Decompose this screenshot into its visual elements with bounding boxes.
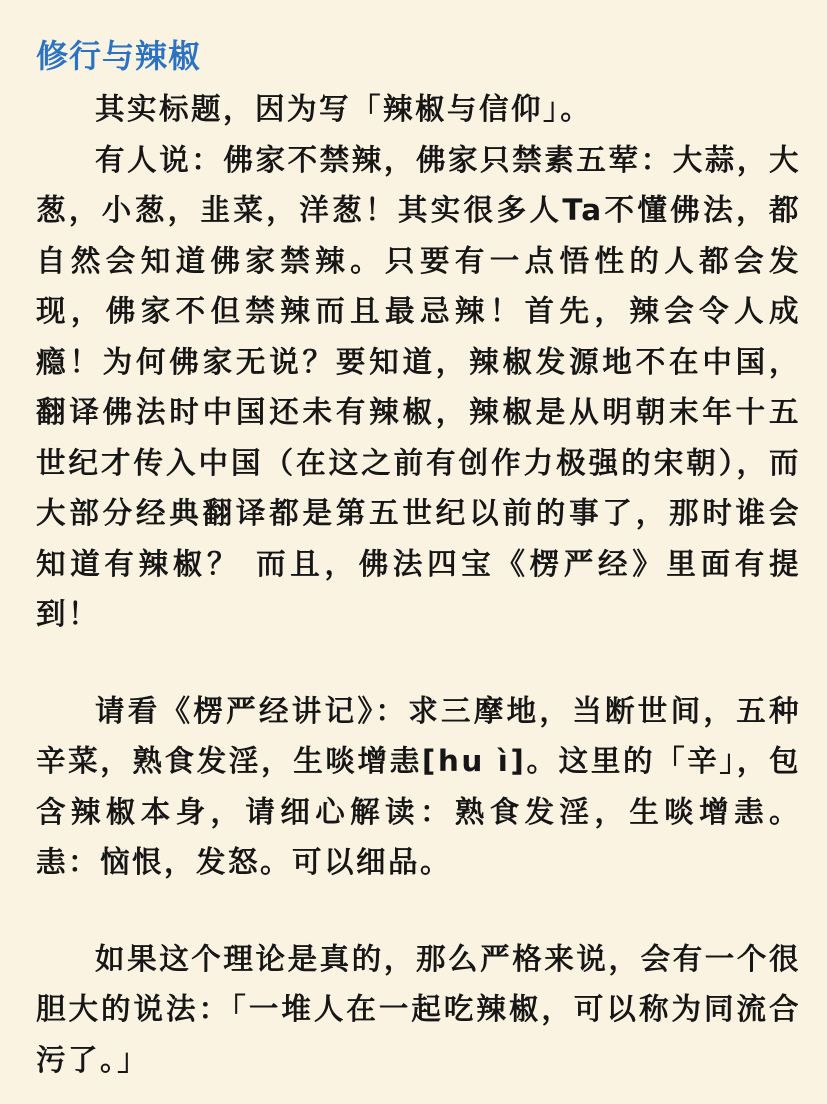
- paragraph-sutra-quote: 请看《楞严经讲记》：求三摩地，当断世间，五种辛菜，熟食发淫，生啖增恚[hu ì]。这里的「辛」，包含辣椒本身，请细心解读：熟食发淫，生啖增恚。恚：恼恨，发怒。可以细品。: [36, 693, 801, 879]
- paragraph-conclusion: 如果这个理论是真的，那么严格来说，会有一个很胆大的说法：「一堆人在一起吃辣椒，可以称为同流合污了。」: [36, 941, 801, 1077]
- article-title: 修行与辣椒: [36, 37, 202, 75]
- paragraph-argument: 有人说：佛家不禁辣，佛家只禁素五荤：大蒜，大葱，小葱，韭菜，洋葱！其实很多人Ta不懂佛法，都自然会知道佛家禁辣。只要有一点悟性的人都会发现，佛家不但禁辣而且最忌辣！首先，辣会令人成瘾！为何佛家无说？要知道，辣椒发源地不在中国，翻译佛法时中国还未有辣椒，辣椒是从明朝末年十五世纪才传入中国（在这之前有创作力极强的宋朝），而大部分经典翻译都是第五世纪以前的事了，那时谁会知道有辣椒？ 而且，佛法四宝《楞严经》里面有提到！: [36, 142, 801, 631]
- paragraph-intro: 其实标题，因为写「辣椒与信仰」。: [95, 92, 593, 126]
